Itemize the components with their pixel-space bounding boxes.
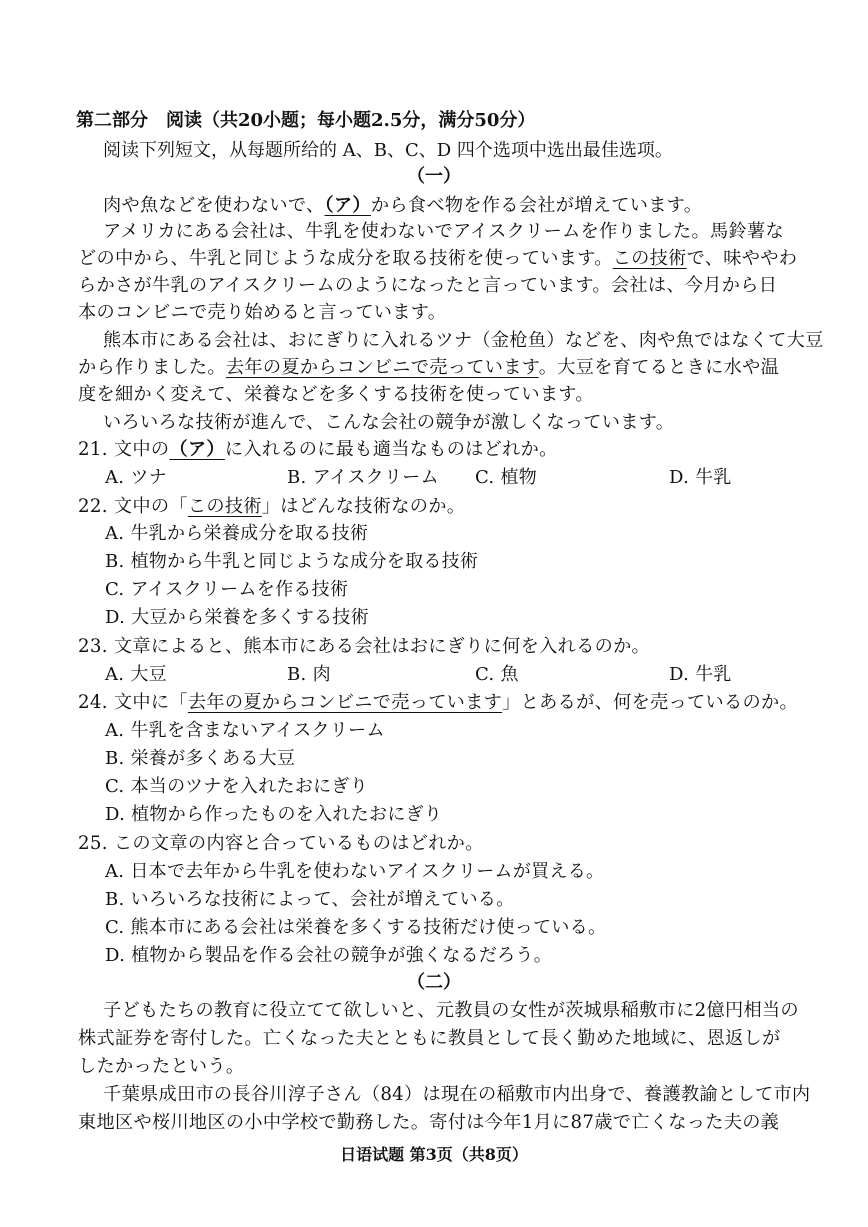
passage-label-2: （二） <box>407 972 461 993</box>
passage1-p3-line1: 熊本市にある会社は、おにぎりに入れるツナ（金枪鱼）などを、肉や魚ではなくて大豆 <box>103 330 824 351</box>
question-23-option-d: D. 牛乳 <box>669 664 732 685</box>
question-23-stem: 23. 文章によると、熊本市にある会社はおにぎりに何を入れるのか。 <box>78 636 651 657</box>
question-21-option-d: D. 牛乳 <box>669 467 732 488</box>
passage1-p2-line2 <box>78 246 797 272</box>
passage2-p1-line3: したかったという。 <box>78 1056 245 1077</box>
question-21-stem <box>78 437 558 463</box>
blank-a: （ア） <box>169 439 225 460</box>
text-segment: から食べ物を作る会社が増えています。 <box>370 195 703 216</box>
question-23-option-c: C. 魚 <box>475 664 519 685</box>
question-24-option-c: C. 本当のツナを入れたおにぎり <box>105 776 369 797</box>
instruction: 阅读下列短文，从每题所给的 A、B、C、D 四个选项中选出最佳选项。 <box>103 140 673 161</box>
text-segment: 。大豆を育てるときに水や温 <box>538 357 780 378</box>
text-segment: 」はどんな技術なのか。 <box>261 496 466 517</box>
question-21-option-b: B. アイスクリーム <box>287 467 439 488</box>
question-21-option-c: C. 植物 <box>475 467 538 488</box>
passage1-p3-line2 <box>78 355 779 381</box>
text-segment: 肉や魚などを使わないで、 <box>103 195 325 216</box>
passage2-p1-line2: 株式証券を寄付した。亡くなった夫とともに教員として長く勤めた地域に、恩返しが <box>78 1028 781 1049</box>
question-23-option-a: A. 大豆 <box>105 664 167 685</box>
text-segment: 24. 文中に「 <box>78 692 188 713</box>
passage1-paragraph-4: いろいろな技術が進んで、こんな会社の競争が激しくなっています。 <box>103 412 675 433</box>
question-24-stem <box>78 690 798 716</box>
text-segment: 22. 文中の「 <box>78 496 188 517</box>
page-footer: 日语试题 第3页（共8页） <box>340 1145 528 1164</box>
text-segment: に入れるのに最も適当なものはどれか。 <box>224 439 558 460</box>
question-25-option-a: A. 日本で去年から牛乳を使わないアイスクリームが買える。 <box>105 861 605 882</box>
passage1-p2-line4: 本のコンビニで売り始めると言っています。 <box>78 302 447 323</box>
text-segment: 21. 文中の <box>78 439 170 460</box>
passage-label-1: （一） <box>407 166 461 187</box>
question-21-option-a: A. ツナ <box>105 467 167 488</box>
passage1-p2-line3: らかさが牛乳のアイスクリームのようになったと言っています。会社は、今月から日 <box>78 275 778 296</box>
question-22-option-a: A. 牛乳から栄養成分を取る技術 <box>105 523 369 544</box>
question-22-stem <box>78 494 465 520</box>
text-segment: から作りました。 <box>78 357 226 378</box>
underlined-phrase: 去年の夏からコンビニで売っています <box>225 357 539 378</box>
underlined-phrase: この技術 <box>612 248 687 269</box>
question-25-option-c: C. 熊本市にある会社は栄養を多くする技術だけ使っている。 <box>105 917 607 938</box>
passage1-paragraph-1 <box>103 193 702 219</box>
question-22-option-d: D. 大豆から栄養を多くする技術 <box>105 607 370 628</box>
question-22-option-b: B. 植物から牛乳と同じような成分を取る技術 <box>105 551 479 572</box>
underlined-phrase: この技術 <box>187 496 262 517</box>
question-25-option-d: D. 植物から製品を作る会社の競争が強くなるだろう。 <box>105 945 553 966</box>
text-segment: 」とあるが、何を売っているのか。 <box>502 692 798 713</box>
passage2-p2-line2: 東地区や桜川地区の小中学校で勤務した。寄付は今年1月に87歳で亡くなった夫の義 <box>78 1112 780 1133</box>
text-segment: で、味ややわ <box>686 248 798 269</box>
passage1-p3-line3: 度を細かく変えて、栄養などを多くする技術を使っています。 <box>78 384 594 405</box>
underlined-phrase: 去年の夏からコンビニで売っています <box>187 692 503 713</box>
blank-a: （ア） <box>324 195 371 216</box>
passage2-p1-line1: 子どもたちの教育に役立てて欲しいと、元教員の女性が茨城県稲敷市に2億円相当の <box>103 1000 799 1021</box>
text-segment: どの中から、牛乳と同じような成分を取る技術を使っています。 <box>78 248 613 269</box>
question-23-option-b: B. 肉 <box>287 664 331 685</box>
question-24-option-d: D. 植物から作ったものを入れたおにぎり <box>105 804 443 825</box>
passage1-p2-line1: アメリカにある会社は、牛乳を使わないでアイスクリームを作りました。馬鈴薯な <box>103 221 784 242</box>
question-24-option-b: B. 栄養が多くある大豆 <box>105 748 296 769</box>
passage2-p2-line1: 千葉県成田市の長谷川淳子さん（84）は現在の稲敷市内出身で、養護教諭として市内 <box>103 1084 811 1105</box>
question-22-option-c: C. アイスクリームを作る技術 <box>105 579 349 600</box>
question-24-option-a: A. 牛乳を含まないアイスクリーム <box>105 720 385 741</box>
question-25-option-b: B. いろいろな技術によって、会社が増えている。 <box>105 889 515 910</box>
question-25-stem: 25. この文章の内容と合っているものはどれか。 <box>78 833 484 854</box>
part-title: 第二部分 阅读（共20小题；每小题2.5分，满分50分） <box>76 110 536 131</box>
